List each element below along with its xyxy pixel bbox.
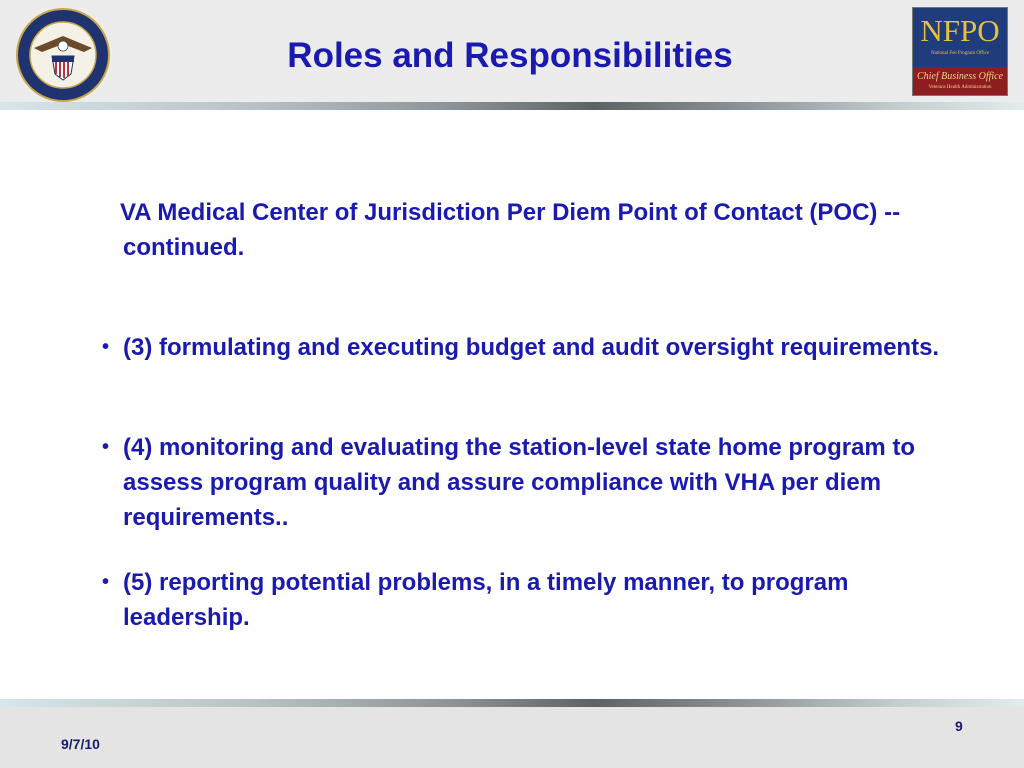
page-number: 9 [955,718,963,734]
bullet-text: (3) formulating and executing budget and audit oversight requirements. [123,334,940,361]
va-seal-icon [14,8,112,102]
logo-office: Chief Business Office [916,71,1004,82]
footer-date: 9/7/10 [61,736,100,752]
bullet-dot-icon: • [102,336,110,358]
slide-footer [0,707,1024,768]
bullet-item [102,565,943,635]
logo-top-panel [913,8,1007,67]
nfpo-logo [912,7,1008,96]
logo-subtitle: National Fee Program Office [930,51,990,56]
logo-administration: Veterans Health Administration [928,85,992,90]
bullet-item [102,430,943,535]
bullet-item [102,330,943,365]
bullet-dot-icon: • [102,571,110,593]
bullet-text: (5) reporting potential problems, in a timely manner, to program leadership. [123,569,849,631]
header-divider [0,102,1024,110]
logo-bottom-panel [913,67,1007,95]
footer-divider [0,699,1024,707]
bullet-text: (4) monitoring and evaluating the station-level state home program to assess program quality and assure compliance with VHA per diem requirements.. [123,434,916,531]
intro-paragraph: VA Medical Center of Jurisdiction Per Diem Point of Contact (POC) -- continued. [120,199,901,261]
page-title: Roles and Responsibilities [287,36,733,75]
slide-header [0,0,1024,102]
bullet-dot-icon: • [102,436,110,458]
logo-acronym: NFPO [920,13,1000,48]
